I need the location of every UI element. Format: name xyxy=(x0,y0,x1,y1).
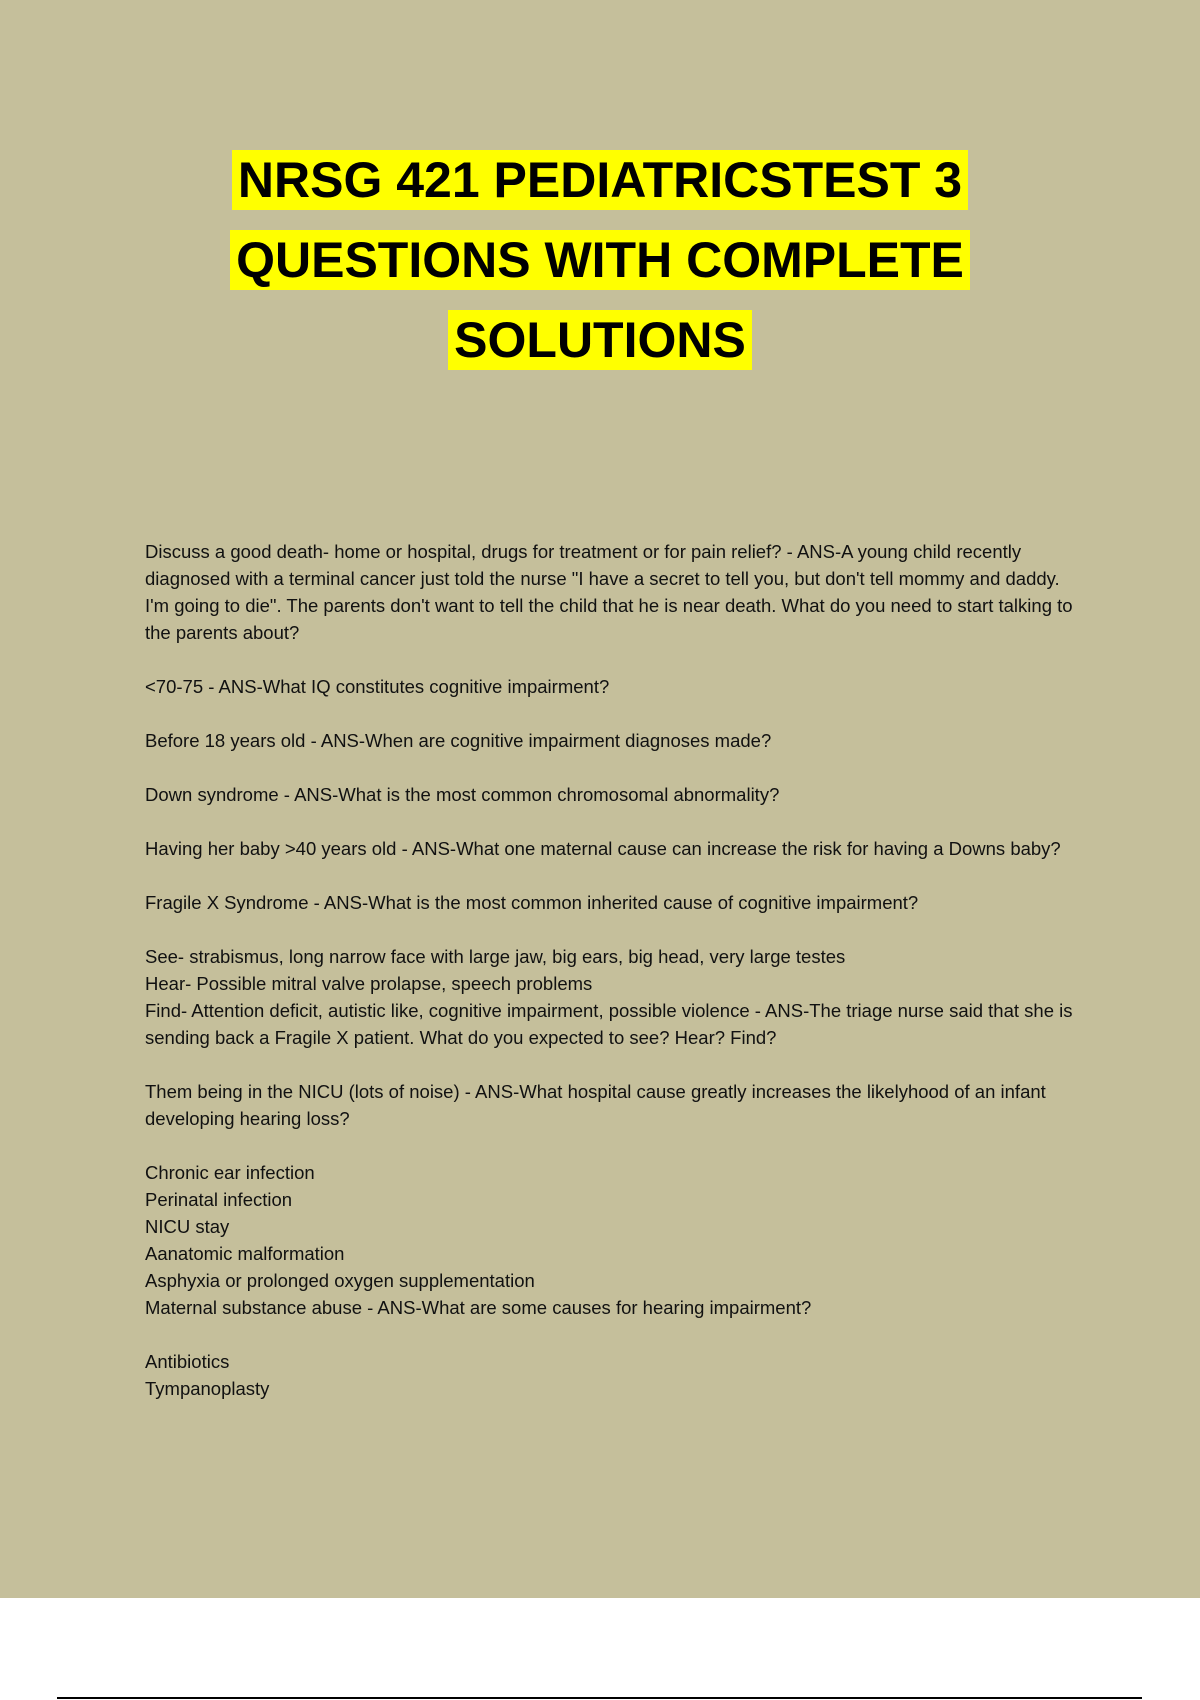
qa-entry-line: Tympanoplasty xyxy=(145,1378,270,1399)
qa-entry-line: See- strabismus, long narrow face with large jaw, big ears, big head, very large testes xyxy=(145,946,846,967)
qa-entry-line: Maternal substance abuse - ANS-What are some causes for hearing impairment? xyxy=(145,1297,812,1318)
qa-entry-line: Antibiotics xyxy=(145,1351,230,1372)
qa-entry xyxy=(145,673,1080,700)
qa-entry-line: Perinatal infection xyxy=(145,1189,293,1210)
qa-entry xyxy=(145,1159,1080,1321)
title-line-2: QUESTIONS WITH COMPLETE xyxy=(230,230,970,290)
footer-divider xyxy=(57,1697,1142,1699)
qa-entry-line: Hear- Possible mitral valve prolapse, speech problems xyxy=(145,973,593,994)
qa-entry xyxy=(145,835,1080,862)
qa-entry xyxy=(145,943,1080,1051)
qa-entry-line: Down syndrome - ANS-What is the most common chromosomal abnormality? xyxy=(145,784,780,805)
qa-entry-line: Discuss a good death- home or hospital, drugs for treatment or for pain relief? - ANS-A young child recently diagnosed with a terminal cancer just told the nurse "I have a secret to tell you, but don't tell mommy and daddy. I'm going to die". The parents don't want to tell the child that he is near death. What do you need to start talking to the parents about? xyxy=(145,541,1073,643)
qa-entry xyxy=(145,889,1080,916)
qa-entry-line: Having her baby >40 years old - ANS-What one maternal cause can increase the risk for having a Downs baby? xyxy=(145,838,1061,859)
qa-entry-line: Asphyxia or prolonged oxygen supplementation xyxy=(145,1270,535,1291)
qa-entry xyxy=(145,1348,1080,1402)
title-line-1: NRSG 421 PEDIATRICSTEST 3 xyxy=(232,150,968,210)
qa-list xyxy=(145,538,1080,1429)
qa-entry xyxy=(145,538,1080,646)
qa-entry-line: Aanatomic malformation xyxy=(145,1243,345,1264)
qa-entry xyxy=(145,727,1080,754)
qa-entry-line: Before 18 years old - ANS-When are cognitive impairment diagnoses made? xyxy=(145,730,772,751)
qa-entry xyxy=(145,781,1080,808)
document-title xyxy=(0,140,1200,380)
qa-entry-line: Find- Attention deficit, autistic like, cognitive impairment, possible violence - ANS-The triage nurse said that she is sending back a Fragile X patient. What do you expected to see? Hear? Find? xyxy=(145,1000,1073,1048)
qa-entry-line: NICU stay xyxy=(145,1216,230,1237)
title-line-3: SOLUTIONS xyxy=(448,310,752,370)
qa-entry-line: <70-75 - ANS-What IQ constitutes cognitive impairment? xyxy=(145,676,610,697)
qa-entry-line: Chronic ear infection xyxy=(145,1162,315,1183)
qa-entry-line: Them being in the NICU (lots of noise) - ANS-What hospital cause greatly increases the likelyhood of an infant developing hearing loss? xyxy=(145,1081,1046,1129)
qa-entry-line: Fragile X Syndrome - ANS-What is the most common inherited cause of cognitive impairment? xyxy=(145,892,919,913)
qa-entry xyxy=(145,1078,1080,1132)
